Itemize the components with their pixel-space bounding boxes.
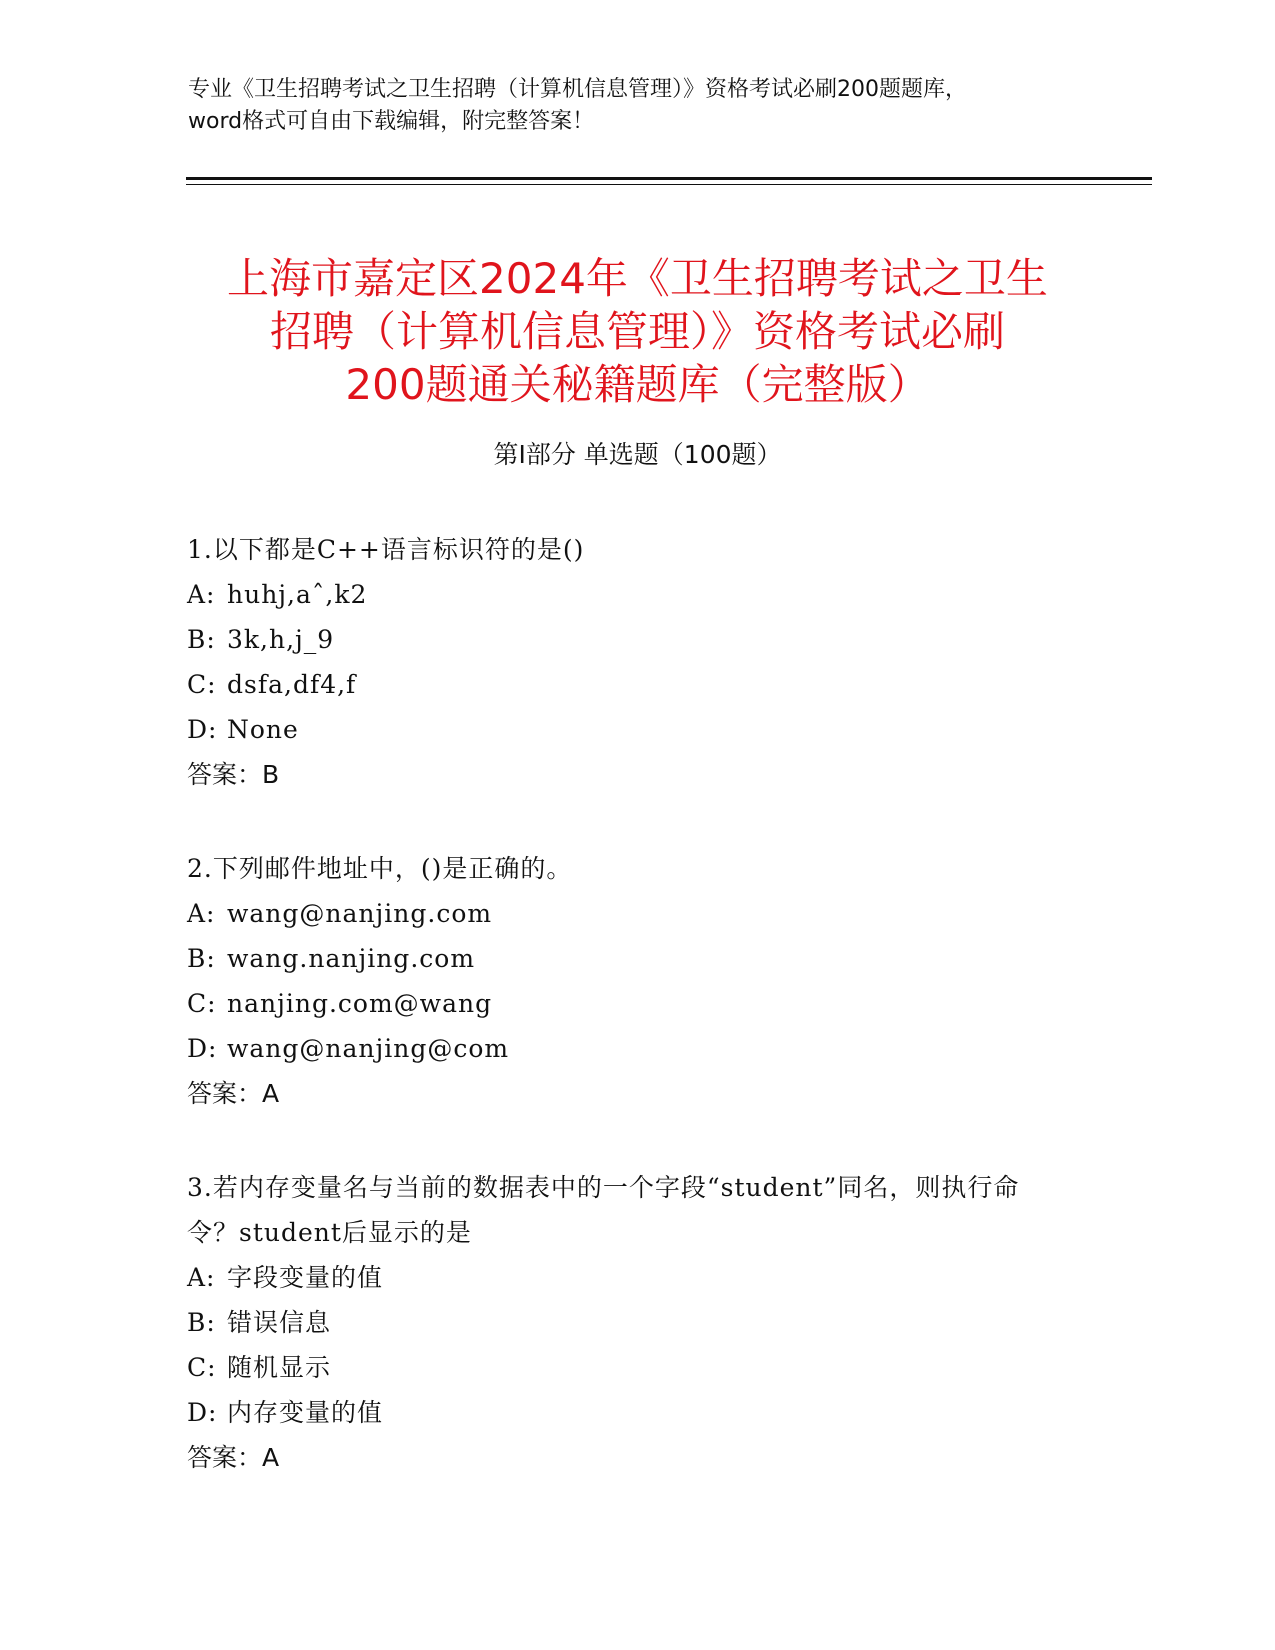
title-line-2: 招聘（计算机信息管理）》资格考试必刷 [269,307,1005,357]
title-line-1: 上海市嘉定区2024年《卫生招聘考试之卫生 [227,254,1048,304]
option-text: huhj,aˆ,k2 [227,580,368,609]
option-letter: A: [187,580,216,609]
option-letter: C: [187,670,217,699]
option-letter: A: [187,1263,216,1292]
option-text: None [227,715,299,744]
question-3 [187,1165,1087,1480]
question-list [187,527,1087,1529]
option-letter: D: [187,1398,218,1427]
option-b [187,1300,1087,1345]
answer-line: 答案：B [187,760,280,789]
option-text: wang.nanjing.com [227,944,476,973]
option-d [187,1026,1087,1071]
option-text: wang@nanjing.com [227,899,493,928]
option-a [187,572,1087,617]
option-text: wang@nanjing@com [227,1034,510,1063]
document-title [150,252,1125,411]
option-d [187,707,1087,752]
option-letter: D: [187,715,218,744]
header-divider-thick [186,177,1152,180]
option-letter: B: [187,1308,216,1337]
option-b [187,936,1087,981]
option-d [187,1390,1087,1435]
option-a [187,1255,1087,1300]
header-line-2: word格式可自由下载编辑，附完整答案！ [188,109,595,134]
option-text: 错误信息 [227,1308,332,1337]
option-text: nanjing.com@wang [227,989,493,1018]
option-c [187,1345,1087,1390]
question-stem: 1.以下都是C++语言标识符的是() [187,535,585,564]
option-text: 字段变量的值 [227,1263,384,1292]
option-letter: B: [187,944,216,973]
document-header [188,74,1088,138]
option-c [187,981,1087,1026]
answer-line: 答案：A [187,1443,280,1472]
option-text: 3k,h,j_9 [227,625,335,654]
option-letter: C: [187,1353,217,1382]
answer-line: 答案：A [187,1079,280,1108]
option-c [187,662,1087,707]
title-line-3: 200题通关秘籍题库（完整版） [345,360,930,410]
option-text: 随机显示 [227,1353,332,1382]
option-letter: B: [187,625,216,654]
question-2 [187,846,1087,1116]
option-b [187,617,1087,662]
header-divider-thin [186,184,1152,185]
option-letter: A: [187,899,216,928]
option-text: dsfa,df4,f [227,670,357,699]
question-1 [187,527,1087,797]
option-letter: D: [187,1034,218,1063]
question-stem: 2.下列邮件地址中，()是正确的。 [187,854,573,883]
option-a [187,891,1087,936]
header-line-1: 专业《卫生招聘考试之卫生招聘（计算机信息管理）》资格考试必刷200题题库， [188,77,967,102]
question-stem: 3.若内存变量名与当前的数据表中的一个字段“student”同名，则执行命令？student后显示的是 [187,1173,1020,1247]
option-letter: C: [187,989,217,1018]
option-text: 内存变量的值 [227,1398,384,1427]
section-heading: 第I部分 单选题（100题） [493,440,782,469]
